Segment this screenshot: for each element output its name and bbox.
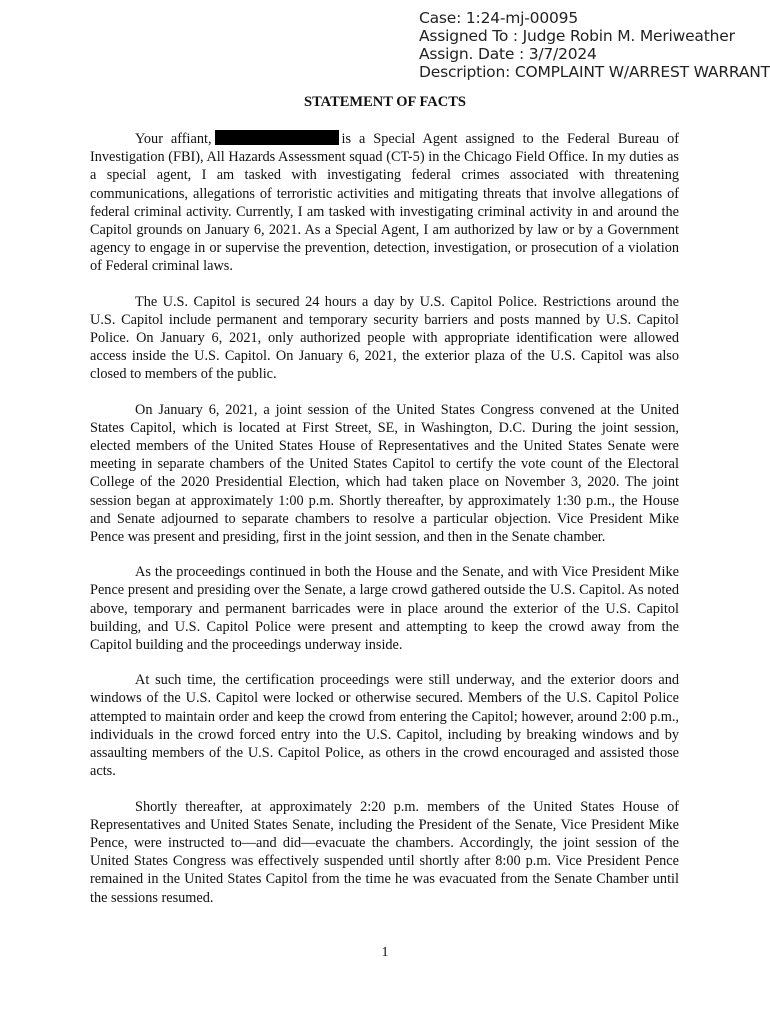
paragraph-3: On January 6, 2021, a joint session of the United States Congress convened at the United States Capitol, which is located at First Street, SE, in Washington, D.C. During the joint session, elected members of the United States House of Representatives and the United States Senate were meeting in separate chambers of the United States Capitol to certify the vote count of the Electoral College of the 2020 Presidential Election, which had taken place on November 3, 2020. The joint session began at approximately 1:00 p.m. Shortly thereafter, by approximately 1:30 p.m., the House and Senate adjourned to separate chambers to resolve a particular objection. Vice President Mike Pence was present and presiding, first in the joint session, and then in the Senate chamber. — [90, 401, 679, 546]
case-number: Case: 1:24-mj-00095 — [419, 9, 578, 27]
assigned-judge: Assigned To : Judge Robin M. Meriweather — [419, 27, 735, 45]
paragraph-1-intro: Your affiant, — [135, 131, 212, 147]
paragraph-6: Shortly thereafter, at approximately 2:20 p.m. members of the United States House of Representatives and United States Senate, including the President of the Senate, Vice President Mike Pence, were instructed to—and did—evacuate the chambers. Accordingly, the joint session of the United States Congress was effectively suspended until shortly after 8:00 p.m. Vice President Pence remained in the United States Capitol from the time he was evacuated from the Senate Chamber until the sessions resumed. — [90, 798, 679, 906]
paragraph-1-text: is a Special Agent assigned to the Federal Bureau of Investigation (FBI), All Hazards Assessment squad (CT-5) in the Chicago Field Office. In my duties as a special agent, I am tasked with investigating federal crimes associated with threatening communications, allegations of terroristic activities and mitigating threats that involve allegations of federal criminal activity. Currently, I am tasked with investigating criminal activity in and around the Capitol grounds on January 6, 2021. As a Special Agent, I am authorized by law or by a Government agency to engage in or supervise the prevention, detection, investigation, or prosecution of a violation of Federal criminal laws. — [90, 131, 679, 275]
case-description: Description: COMPLAINT W/ARREST WARRANT — [419, 63, 770, 81]
document-body — [90, 130, 679, 924]
document-title: STATEMENT OF FACTS — [304, 94, 466, 110]
redaction-bar — [215, 130, 339, 145]
paragraph-2: The U.S. Capitol is secured 24 hours a day by U.S. Capitol Police. Restrictions around the U.S. Capitol include permanent and temporary security barriers and posts manned by U.S. Capitol Police. On January 6, 2021, only authorized people with appropriate identification were allowed access inside the U.S. Capitol. On January 6, 2021, the exterior plaza of the U.S. Capitol was also closed to members of the public. — [90, 293, 679, 383]
page-number: 1 — [381, 945, 389, 960]
case-stamp — [419, 9, 770, 81]
paragraph-5: At such time, the certification proceedings were still underway, and the exterior doors and windows of the U.S. Capitol were locked or otherwise secured. Members of the U.S. Capitol Police attempted to maintain order and keep the crowd from entering the Capitol; however, around 2:00 p.m., individuals in the crowd forced entry into the U.S. Capitol, including by breaking windows and by assaulting members of the U.S. Capitol Police, as others in the crowd encouraged and assisted those acts. — [90, 672, 679, 780]
assign-date: Assign. Date : 3/7/2024 — [419, 45, 597, 63]
paragraph-4: As the proceedings continued in both the House and the Senate, and with Vice President Mike Pence present and presiding over the Senate, a large crowd gathered outside the U.S. Capitol. As noted above, temporary and permanent barricades were in place around the exterior of the U.S. Capitol building, and U.S. Capitol Police were present and attempting to keep the crowd away from the Capitol building and the proceedings underway inside. — [90, 564, 679, 654]
paragraph-1 — [90, 130, 679, 276]
